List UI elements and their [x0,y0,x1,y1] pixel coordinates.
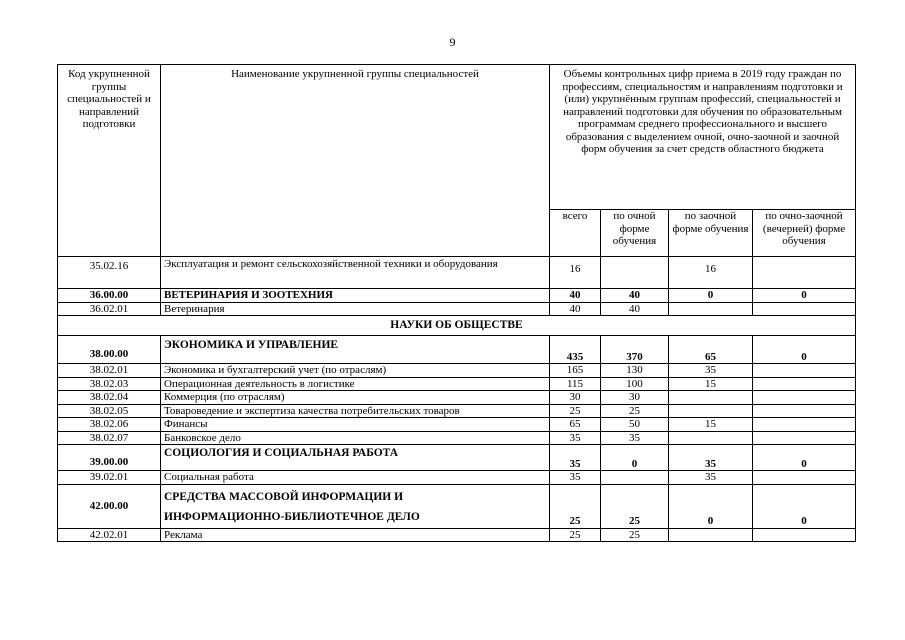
row-name-line-2: ИНФОРМАЦИОННО-БИБЛИОТЕЧНОЕ ДЕЛО [164,510,420,523]
row-name: Банковское дело [161,431,550,445]
row-parttime [753,418,856,432]
row-total: 25 [550,404,601,418]
table-row [58,418,856,432]
row-parttime: 0 [753,336,856,364]
row-name: ВЕТЕРИНАРИЯ И ЗООТЕХНИЯ [161,289,550,303]
row-extramural [669,431,753,445]
row-name: Коммерция (по отраслям) [161,391,550,405]
row-total: 40 [550,302,601,316]
row-fulltime: 0 [601,445,669,471]
row-extramural: 15 [669,418,753,432]
row-fulltime: 25 [601,404,669,418]
page-number: 9 [449,35,456,49]
row-name: ЭКОНОМИКА И УПРАВЛЕНИЕ [161,336,550,364]
row-code: 38.02.06 [58,418,161,432]
row-parttime [753,364,856,378]
row-parttime: 0 [753,445,856,471]
row-fulltime [601,257,669,289]
header-total: всего [550,210,601,257]
row-code: 42.00.00 [58,484,161,528]
row-extramural: 16 [669,257,753,289]
row-extramural: 65 [669,336,753,364]
row-fulltime [601,471,669,485]
row-extramural [669,391,753,405]
row-name: Операционная деятельность в логистике [161,377,550,391]
row-total: 40 [550,289,601,303]
row-name: Реклама [161,528,550,542]
row-parttime [753,377,856,391]
row-code: 36.00.00 [58,289,161,303]
row-fulltime: 35 [601,431,669,445]
row-code: 36.02.01 [58,302,161,316]
row-fulltime: 50 [601,418,669,432]
header-extramural: по заочной форме обучения [669,210,753,257]
row-code: 35.02.16 [58,257,161,289]
table-row [58,257,856,289]
row-extramural: 15 [669,377,753,391]
row-code: 38.02.03 [58,377,161,391]
row-name-line-1: СРЕДСТВА МАССОВОЙ ИНФОРМАЦИИ И [164,490,404,503]
row-total: 16 [550,257,601,289]
table-row [58,289,856,303]
row-total: 435 [550,336,601,364]
row-name: Ветеринария [161,302,550,316]
header-parttime: по очно-заочной (вечерней) форме обучения [753,210,856,257]
table-row [58,302,856,316]
row-parttime: 0 [753,289,856,303]
header-fulltime: по очной форме обучения [601,210,669,257]
row-total: 30 [550,391,601,405]
table-row [58,471,856,485]
row-parttime [753,257,856,289]
row-extramural: 35 [669,364,753,378]
row-fulltime: 130 [601,364,669,378]
section-title: НАУКИ ОБ ОБЩЕСТВЕ [58,316,856,336]
row-extramural: 0 [669,289,753,303]
row-name [161,484,550,528]
row-fulltime: 370 [601,336,669,364]
row-total: 115 [550,377,601,391]
row-parttime [753,431,856,445]
row-extramural: 35 [669,471,753,485]
row-fulltime: 25 [601,484,669,528]
row-extramural: 35 [669,445,753,471]
row-total: 25 [550,528,601,542]
row-fulltime: 100 [601,377,669,391]
row-extramural [669,302,753,316]
table-row [58,445,856,471]
table-row [58,404,856,418]
header-code: Код укрупненной группы специальностей и направлений подготовки [58,65,161,257]
row-name: Финансы [161,418,550,432]
table-row [58,528,856,542]
table-row [58,364,856,378]
row-parttime [753,528,856,542]
row-code: 39.02.01 [58,471,161,485]
row-code: 38.02.05 [58,404,161,418]
header-name: Наименование укрупненной группы специальностей [161,65,550,257]
table-row [58,484,856,528]
row-extramural [669,404,753,418]
header-volumes: Объемы контрольных цифр приема в 2019 году граждан по профессиям, специальностям и направлениям подготовки и (или) укрупнённым группам профессий, специальностей и направлений подготовки для обучения по образовательным программам среднего профессионального и высшего образования с выделением очной, очно-заочной и заочной форм обучения за счет средств областного бюджета [550,65,856,210]
row-name: Товароведение и экспертиза качества потребительских товаров [161,404,550,418]
row-code: 38.02.07 [58,431,161,445]
row-fulltime: 40 [601,289,669,303]
row-total: 35 [550,431,601,445]
row-fulltime: 40 [601,302,669,316]
row-parttime [753,471,856,485]
section-row [58,316,856,336]
row-code: 38.00.00 [58,336,161,364]
row-code: 39.00.00 [58,445,161,471]
row-name: Эксплуатация и ремонт сельскохозяйственной техники и оборудования [161,257,550,289]
row-parttime [753,302,856,316]
row-parttime [753,391,856,405]
table-row [58,391,856,405]
table-row [58,336,856,364]
row-name: СОЦИОЛОГИЯ И СОЦИАЛЬНАЯ РАБОТА [161,445,550,471]
row-total: 35 [550,445,601,471]
row-name: Социальная работа [161,471,550,485]
row-parttime [753,404,856,418]
admission-quota-table [57,64,856,542]
row-fulltime: 25 [601,528,669,542]
row-code: 42.02.01 [58,528,161,542]
row-extramural: 0 [669,484,753,528]
row-total: 35 [550,471,601,485]
row-total: 25 [550,484,601,528]
row-code: 38.02.04 [58,391,161,405]
table-row [58,377,856,391]
row-parttime: 0 [753,484,856,528]
row-name: Экономика и бухгалтерский учет (по отраслям) [161,364,550,378]
table-row [58,431,856,445]
row-fulltime: 30 [601,391,669,405]
row-extramural [669,528,753,542]
row-total: 165 [550,364,601,378]
row-total: 65 [550,418,601,432]
row-code: 38.02.01 [58,364,161,378]
